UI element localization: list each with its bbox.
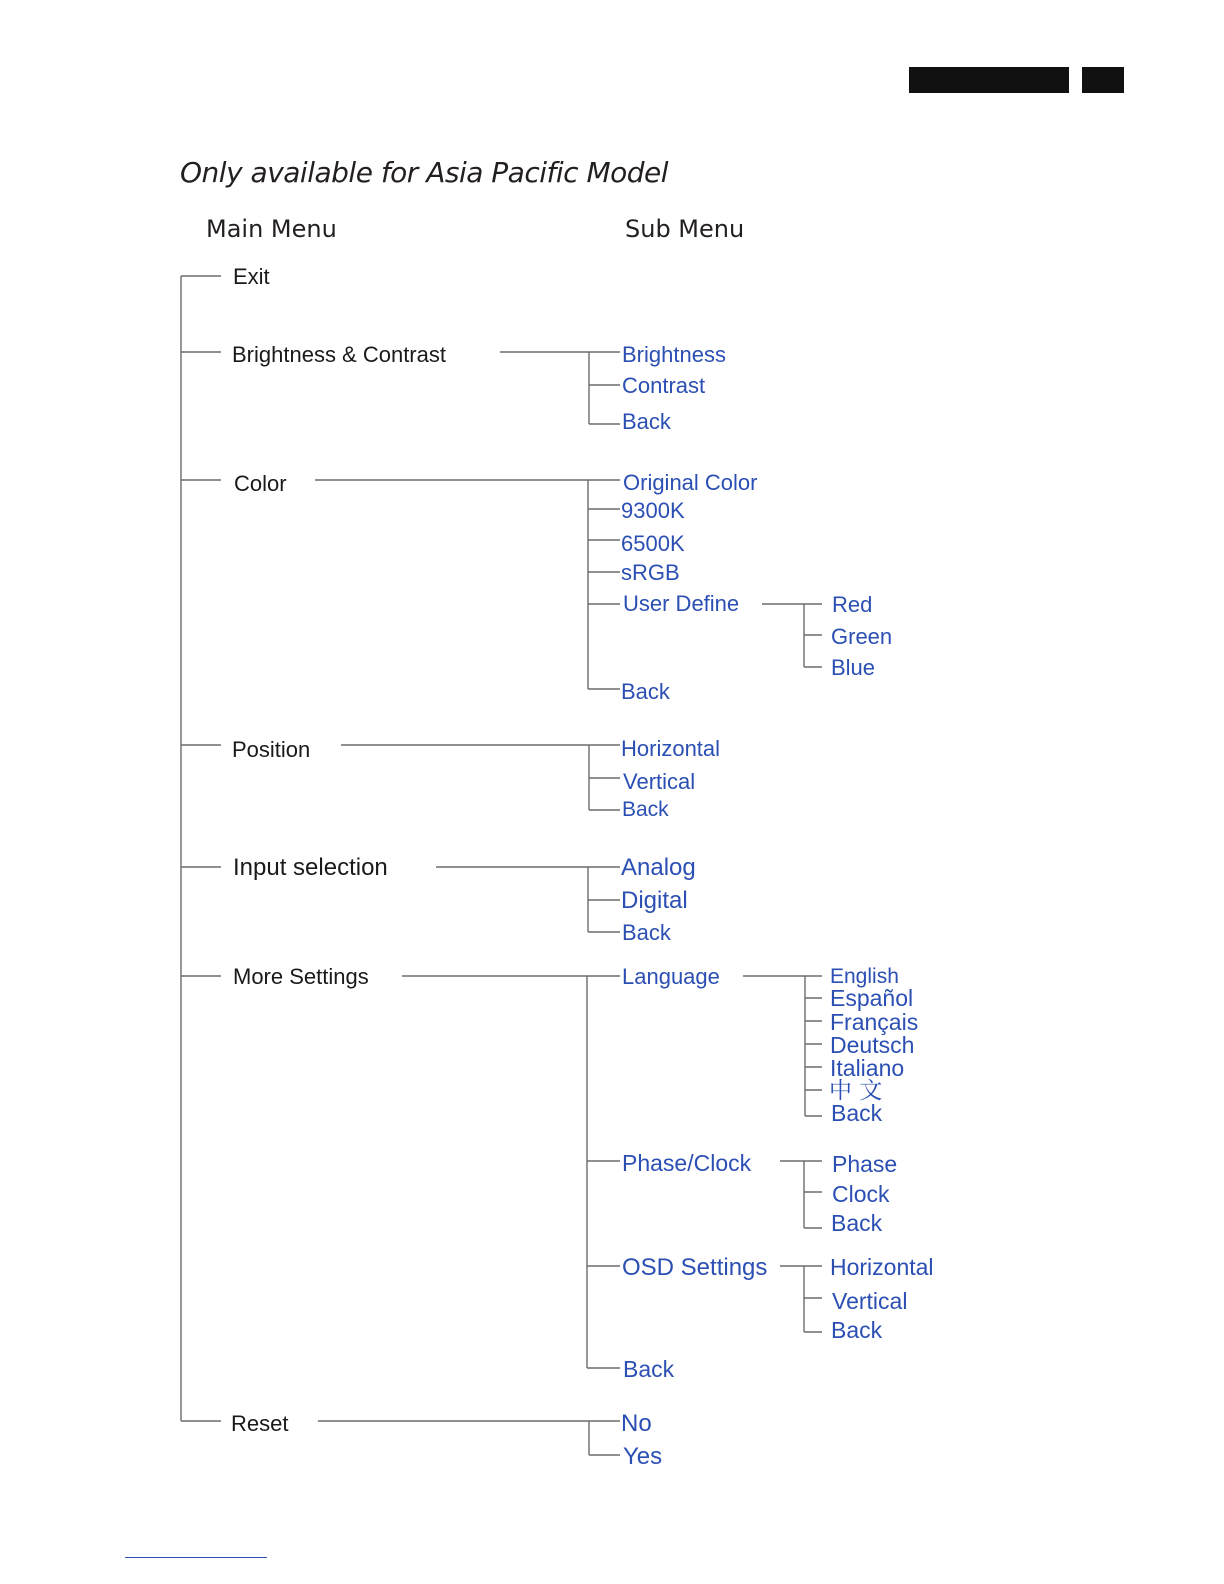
sub-item-srgb: sRGB [621, 560, 680, 585]
third-item-phase: Phase [832, 1151, 898, 1177]
third-item-chinese: 中 文 [829, 1078, 883, 1104]
sub-item-original-color: Original Color [623, 470, 758, 495]
main-item-brightness-contrast: Brightness & Contrast [232, 342, 446, 367]
sub-item-yes: Yes [623, 1443, 663, 1470]
sub-item-back: Back [622, 409, 671, 434]
sub-item-contrast: Contrast [622, 373, 706, 398]
third-item-back: Back [831, 1210, 883, 1236]
sub-item-phase-clock: Phase/Clock [622, 1150, 752, 1176]
sub-item-language: Language [622, 964, 720, 989]
sub-item-back: Back [621, 679, 670, 704]
sub-item-back: Back [622, 920, 671, 945]
third-item-green: Green [831, 624, 893, 649]
third-item-vertical: Vertical [832, 1288, 908, 1314]
third-item-clock: Clock [832, 1181, 890, 1207]
main-item-more-settings: More Settings [233, 964, 369, 989]
sub-item-user-define: User Define [623, 591, 740, 616]
third-item-deutsch: Deutsch [830, 1032, 915, 1058]
sub-item-horizontal: Horizontal [621, 736, 721, 761]
sub-item-no: No [621, 1410, 652, 1437]
footer-link-underline[interactable] [125, 1557, 267, 1558]
sub-item-digital: Digital [621, 887, 688, 914]
third-item-english: English [830, 965, 899, 988]
page-title: Only available for Asia Pacific Model [180, 156, 669, 189]
third-item-red: Red [832, 592, 873, 617]
main-menu-header: Main Menu [206, 215, 337, 243]
sub-item-analog: Analog [621, 854, 696, 881]
sub-item-9300k: 9300K [621, 498, 685, 523]
main-item-position: Position [232, 737, 311, 762]
sub-item-osd-settings: OSD Settings [622, 1254, 768, 1281]
third-item-espanol: Español [830, 985, 914, 1011]
third-item-francais: Français [830, 1009, 919, 1035]
main-item-color: Color [234, 471, 287, 496]
third-item-back: Back [831, 1317, 883, 1343]
third-item-horizontal: Horizontal [830, 1254, 934, 1280]
sub-item-back: Back [623, 1356, 675, 1382]
main-item-reset: Reset [231, 1411, 289, 1436]
sub-item-brightness: Brightness [622, 342, 726, 367]
third-item-back: Back [831, 1100, 883, 1126]
sub-item-back: Back [622, 798, 669, 821]
third-item-blue: Blue [831, 655, 876, 680]
sub-item-6500k: 6500K [621, 531, 685, 556]
sub-menu-header: Sub Menu [625, 215, 745, 243]
third-item-italiano: Italiano [830, 1055, 905, 1081]
main-item-input-selection: Input selection [233, 854, 388, 881]
main-item-exit: Exit [233, 264, 270, 289]
sub-item-vertical: Vertical [623, 769, 696, 794]
